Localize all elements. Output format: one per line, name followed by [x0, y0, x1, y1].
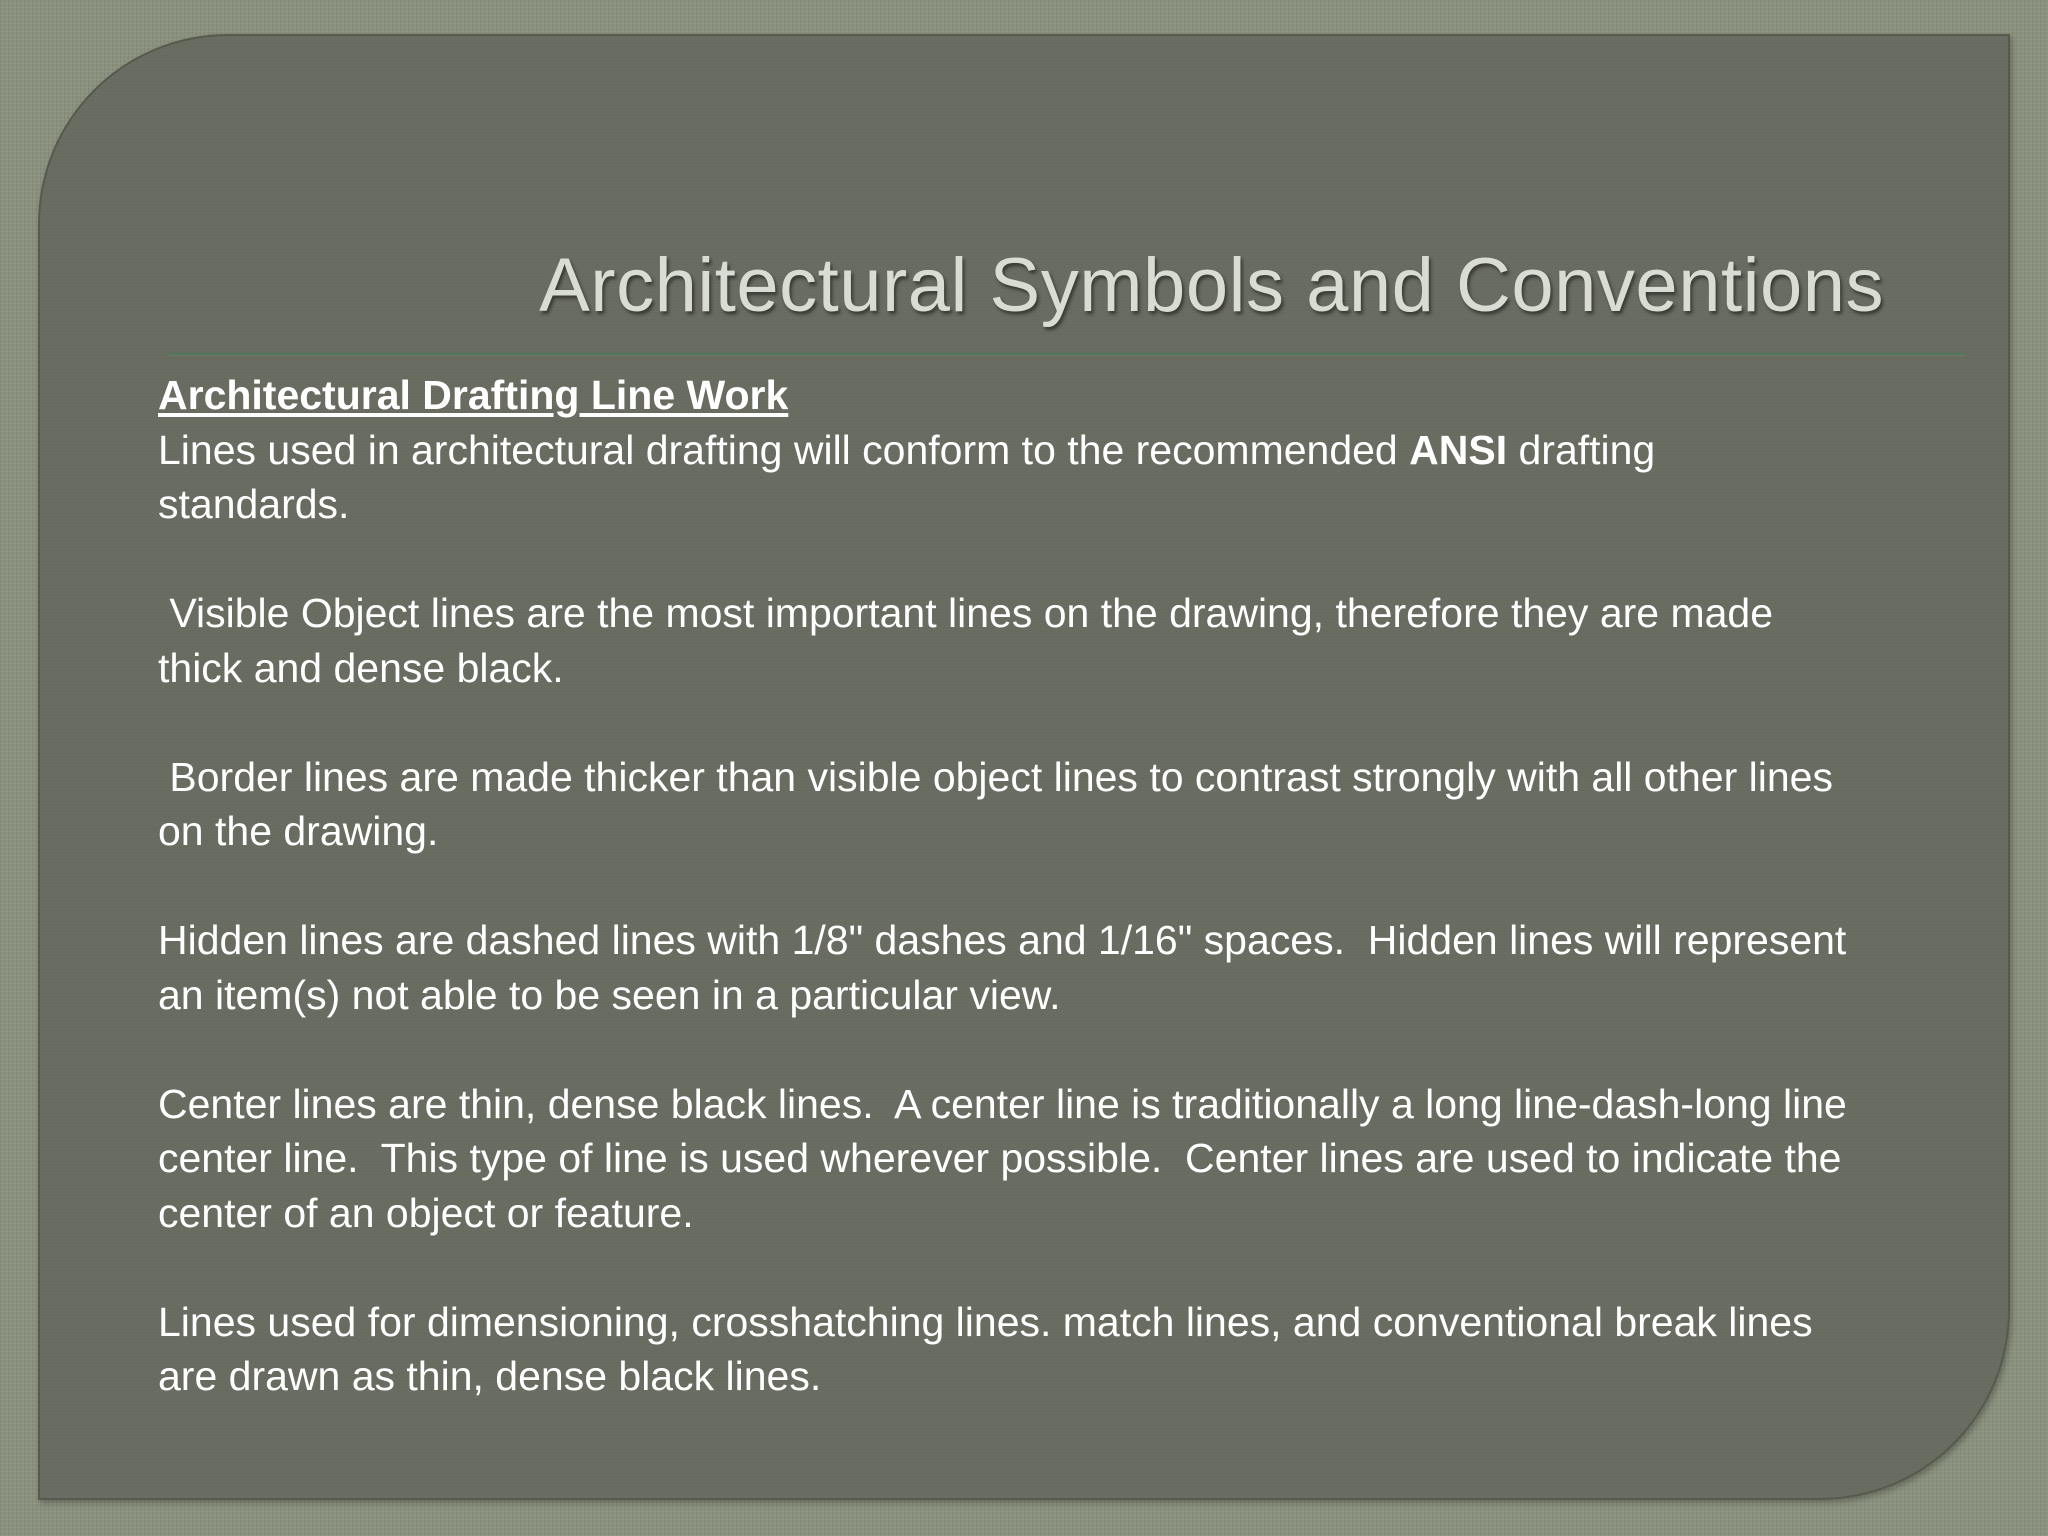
paragraph-hidden-lines: Hidden lines are dashed lines with 1/8" dashes and 1/16" spaces. Hidden lines will represent an item(s) not able to be seen in a particular view.: [158, 917, 1847, 1018]
slide-title: Architectural Symbols and Conventions: [539, 243, 1884, 328]
intro-text-after: drafting standards.: [158, 426, 1656, 527]
paragraph-border-lines: Border lines are made thicker than visible object lines to contrast strongly with all other lines on the drawing.: [158, 753, 1833, 854]
slide-body: [158, 368, 1858, 1404]
paragraph-visible-object-lines: Visible Object lines are the most important lines on the drawing, therefore they are made thick and dense black.: [158, 590, 1774, 691]
intro-paragraph: [158, 368, 1858, 532]
ansi-emphasis: ANSI: [1409, 426, 1508, 473]
title-divider: [169, 353, 1964, 355]
paragraph-dimension-lines: Lines used for dimensioning, crosshatching lines. match lines, and conventional break lines are drawn as thin, dense black lines.: [158, 1298, 1813, 1399]
paragraph-center-lines: Center lines are thin, dense black lines. A center line is traditionally a long line-dash-long line center line. This type of line is used wherever possible. Center lines are used to indicate the center of an object or feature.: [158, 1080, 1847, 1236]
section-heading: Architectural Drafting Line Work: [158, 372, 789, 418]
intro-text-before: Lines used in architectural drafting will conform to the recommended: [158, 426, 1410, 473]
